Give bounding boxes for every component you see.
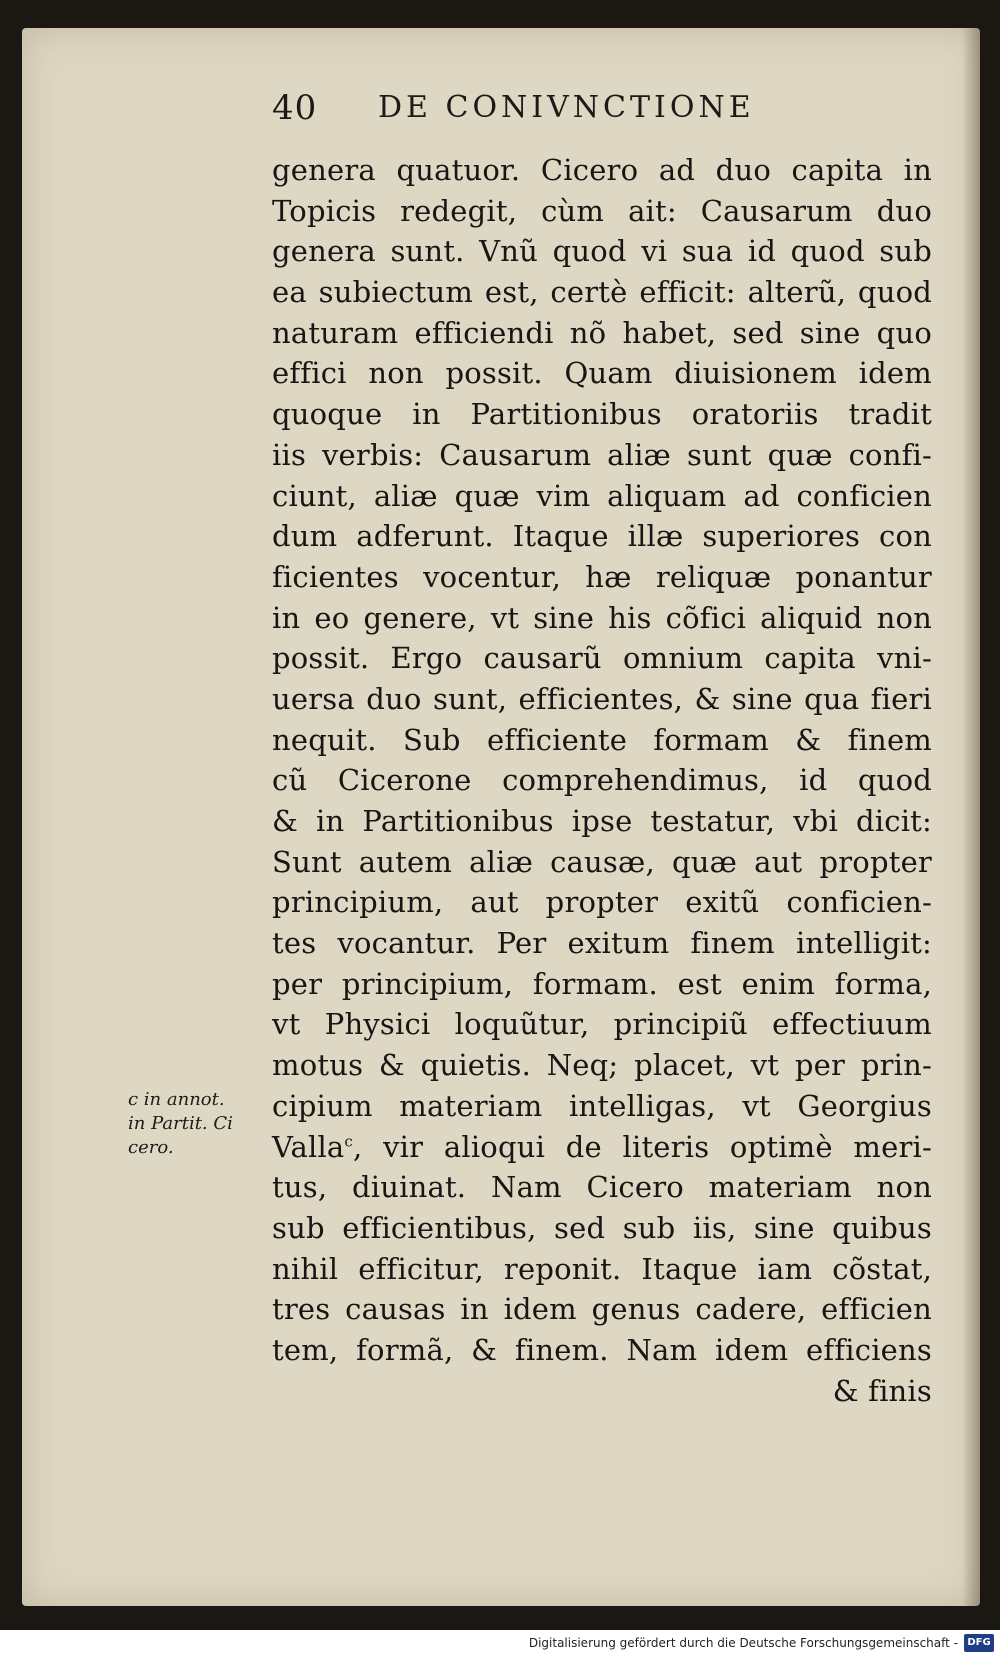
text-line: cũ Cicerone comprehendimus, id quod — [272, 763, 932, 798]
text-line: genera quatuor. Cicero ad duo capita in — [272, 153, 932, 187]
digitization-footer — [0, 1630, 1000, 1658]
running-title: DE CONIVNCTIONE — [378, 90, 755, 125]
text-line: ciunt, aliæ quæ vim aliquam ad conficien — [272, 478, 932, 513]
text-line: genera sunt. Vnũ quod vi sua id quod sub — [272, 234, 932, 269]
text-line: uersa duo sunt, efficientes, & sine qua fieri — [272, 681, 932, 716]
valla-rest: , vir alioqui de literis optimè meri- — [353, 1129, 932, 1164]
text-line: Sunt autem aliæ causæ, quæ aut propter — [272, 844, 932, 879]
marginal-line: c in annot. — [128, 1089, 225, 1110]
text-line: tres causas in idem genus cadere, efficien — [272, 1292, 932, 1327]
marginal-line: in Partit. Ci — [128, 1113, 233, 1134]
valla-word: Valla — [272, 1129, 345, 1164]
running-head — [248, 78, 928, 138]
text-line: dum adferunt. Itaque illæ superiores con — [272, 519, 932, 554]
dfg-logo-icon: DFG — [964, 1634, 994, 1652]
text-line: effici non possit. Quam diuisionem idem — [272, 356, 932, 391]
catchword: & finis — [832, 1373, 932, 1408]
text-line: motus & quietis. Neq; placet, vt per prin- — [272, 1048, 932, 1083]
marginal-line: cero. — [128, 1137, 174, 1158]
text-line: tem, formã, & finem. Nam idem efficiens — [272, 1332, 932, 1367]
marginal-note — [128, 1088, 268, 1160]
text-line: per principium, formam. est enim forma, — [272, 966, 932, 1001]
text-line: sub efficientibus, sed sub iis, sine quibus — [272, 1210, 932, 1245]
text-line: naturam efficiendi nõ habet, sed sine quo — [272, 315, 932, 350]
text-line: ficientes vocentur, hæ reliquæ ponantur — [272, 559, 932, 594]
text-line: possit. Ergo causarũ omnium capita vni- — [272, 641, 932, 676]
text-line: Topicis redegit, cùm ait: Causarum duo — [272, 193, 932, 228]
text-line: iis verbis: Causarum aliæ sunt quæ confi- — [272, 437, 932, 472]
text-line: tus, diuinat. Nam Cicero materiam non — [272, 1170, 932, 1205]
text-line: principium, aut propter exitũ conficien- — [272, 885, 932, 920]
main-text-block — [272, 150, 932, 1411]
text-line: nihil efficitur, reponit. Itaque iam cõstat, — [272, 1251, 932, 1286]
text-line-valla — [272, 1127, 932, 1168]
page-number: 40 — [272, 88, 318, 128]
text-line: tes vocantur. Per exitum finem intelligit: — [272, 926, 932, 961]
text-line: & in Partitionibus ipse testatur, vbi dicit: — [272, 804, 932, 838]
text-line: vt Physici loquũtur, principiũ effectiuum — [272, 1007, 932, 1042]
funding-notice: Digitalisierung gefördert durch die Deutsche Forschungsgemeinschaft - — [528, 1636, 958, 1650]
page-edge-shadow — [962, 28, 980, 1606]
text-line: in eo genere, vt sine his cõfici aliquid non — [272, 600, 932, 635]
footnote-marker: c — [344, 1131, 354, 1150]
text-line: quoque in Partitionibus oratoriis tradit — [272, 397, 932, 432]
text-line: nequit. Sub efficiente formam & finem — [272, 722, 932, 757]
text-line: ea subiectum est, certè efficit: alterũ, quod — [272, 275, 932, 310]
text-line: cipium materiam intelligas, vt Georgius — [272, 1088, 932, 1123]
